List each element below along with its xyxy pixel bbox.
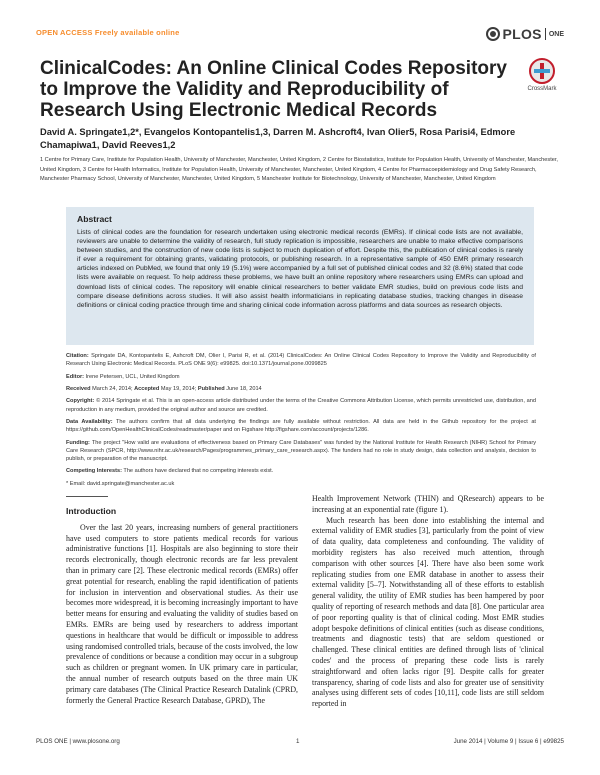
- published-label: Published: [197, 385, 225, 392]
- footer-issue: June 2014 | Volume 9 | Issue 6 | e99825: [453, 738, 564, 745]
- body-column-right: [312, 494, 544, 710]
- copyright-label: Copyright:: [66, 398, 95, 405]
- funding-text: The project "How valid are evaluations of effectiveness based on Primary Care Databases" was funded by the National Institute for Health Research (NIHR) School for Primary Care Research (SPCR, http://www.nihr.ac.uk/research/Pages/programmes_primary_care_research.aspx). The funders had no role in study design, data collection and analysis, decision to publish, or preparation of the manuscript.: [66, 439, 536, 462]
- accepted-date: May 19, 2014;: [160, 385, 197, 392]
- page-footer: [36, 738, 564, 750]
- intro-paragraph-2: Much research has been done into establishing the internal and external validity of EMR studies [3], particularly from the point of view of data quality, data completeness and confounding. The validity of morbidity registers has also received much attention, through comparison with other sources [4]. There have also been some work replicating studies from one EMR database in another to assess their external validity [5–7]. Notwithstanding all of these efforts to establish general validity, the utility of EMR studies has been hampered by poor quality of reporting of research methods and data [8]. One particular area of poor reporting quality is that of clinical coding. Most EMR studies adopt bespoke definitions of clinical entities (such as disease conditions, treatments and diagnostic tests) that are seldom questioned or challenged. These clinical entities are defined through lists of 'clinical codes' and the process of preparing these code lists is rarely straightforward and often lacks rigor [9]. Despite calls for greater transparency, sharing of code lists and also for greater use of sensitivity analyses using different sets of codes [10,11], code lists are still seldom reported in: [312, 515, 544, 709]
- article-title: ClinicalCodes: An Online Clinical Codes Repository to Improve the Validity and Reproducibility of Research Using Electronic Medical Records: [40, 58, 507, 121]
- copyright-text: © 2014 Springate et al. This is an open-access article distributed under the terms of the Creative Commons Attribution License, which permits unrestricted use, distribution, and reproduction in any medium, provided the original author and source are credited.: [66, 398, 536, 413]
- editor-label: Editor:: [66, 373, 85, 380]
- dates-line: [66, 385, 536, 393]
- plos-one-logo: [486, 24, 565, 44]
- citation-text: Springate DA, Kontopantelis E, Ashcroft DM, Olier I, Parisi R, et al. (2014) ClinicalCodes: An Online Clinical Codes Repository to Improve the Validity and Reproducibility of Research Using Electronic Medical Records. PLoS ONE 9(6): e99825. doi:10.1371/journal.pone.0099825: [66, 353, 536, 368]
- funding-label: Funding:: [66, 439, 90, 446]
- logo-divider: [545, 28, 546, 40]
- footer-page-number: 1: [296, 738, 300, 745]
- accepted-label: Accepted: [134, 385, 160, 392]
- section-divider: [66, 496, 108, 497]
- open-access-label: OPEN ACCESS: [36, 28, 93, 37]
- intro-paragraph-1: Over the last 20 years, increasing numbers of general practitioners have used computers to store patients medical records for various administrative functions [1]. Hospitals are also beginning to store their records electronically, though electronic records are far less prevalent than in primary care [2]. These electronic medical records (EMRs) offer great potential for research, enabling the rapid identification of patients for inclusion in intervention and observational studies. As their use becomes more widespread, it is becoming increasingly important to have better means for ensuring and evaluating the validity of studies based on EMRs. EMRs are being used by researchers to address important questions in healthcare that would be difficult or impossible to address using randomised controlled trials, because of the costs involved, the low prevalence of conditions or because a condition may occur in a subgroup such as children or pregnant women. In UK primary care in particular, the annual number of research outputs based on the three main UK primary care databases (The Clinical Practice Research Datalink (CPRD, formerly the General Practice Research Database, GPRD), The: [66, 522, 298, 705]
- funding-line: [66, 439, 536, 464]
- editor-text: Irene Petersen, UCL, United Kingdom: [85, 373, 180, 380]
- crossmark-badge[interactable]: [522, 58, 562, 104]
- received-date: March 24, 2014;: [92, 385, 133, 392]
- competing-interests-line: [66, 467, 536, 475]
- citation-line: [66, 352, 536, 368]
- published-date: June 18, 2014: [226, 385, 262, 392]
- author-list: David A. Springate1,2*, Evangelos Kontopantelis1,3, Darren M. Ashcroft4, Ivan Olier5, Rosa Parisi4, Edmore Chamapiwa1, David Reeves1,2: [40, 127, 516, 150]
- plos-wordmark: PLOS: [502, 26, 542, 42]
- crossmark-icon: [529, 58, 555, 84]
- footer-journal: PLOS ONE | www.plosone.org: [36, 738, 120, 745]
- editor-line: [66, 373, 536, 381]
- introduction-heading: Introduction: [66, 506, 117, 516]
- intro-paragraph-1-cont: Health Improvement Network (THIN) and QResearch) appears to be increasing at an exponential rate (figure 1).: [312, 494, 544, 514]
- abstract-text: Lists of clinical codes are the foundation for research undertaken using electronic medical records (EMRs). If clinical code lists are not available, reviewers are unable to determine the validity of research, full study replication is impossible, researchers are unable to make effective comparisons between studies, and the construction of new code lists is subject to much duplication of effort. Despite this, the publication of clinical codes is rarely if ever a requirement for obtaining grants, validating protocols, or publishing research. In a representative sample of 450 EMR primary research articles indexed on PubMed, we found that only 19 (5.1%) were accompanied by a full set of published clinical codes and 32 (8.6%) stated that code lists were available on request. To help address these problems, we have built an online repository where researchers using EMRs can upload and download lists of clinical codes. The repository will enable clinical researchers to better validate EMR studies, build on previous code lists and compare disease definitions across studies. It will also assist health informaticians in replicating database studies, tracking changes in disease definitions or clinical coding practice through time and sharing clinical code information across platforms and data sources as research objects.: [77, 229, 523, 309]
- competing-interests-text: The authors have declared that no competing interests exist.: [123, 468, 274, 475]
- freely-available-label: Freely available online: [94, 28, 180, 37]
- data-availability-label: Data Availability:: [66, 418, 113, 425]
- journal-header: [36, 24, 564, 46]
- affiliations: 1 Centre for Primary Care, Institute for Population Health, University of Manchester, Manchester, United Kingdom, 2 Centre for Biostatistics, Institute for Population Health, University of Manchester, Manchester, United Kingdom, 3 Centre for Health Informatics, Institute for Population Health, University of Manchester, Manchester, United Kingdom, 4 Centre for Pharmacoepidemiology and Drug Safety Research, Manchester Pharmacy School, University of Manchester, Manchester, United Kingdom, 5 Manchester Institute for Biotechnology, University of Manchester, Manchester, United Kingdom: [40, 157, 558, 182]
- abstract-box: [66, 207, 534, 345]
- competing-interests-label: Competing Interests:: [66, 468, 122, 475]
- crossmark-label: CrossMark: [527, 86, 557, 92]
- plos-one-wordmark: ONE: [548, 30, 564, 38]
- data-availability-text: The authors confirm that all data underlying the findings are fully available without restriction. All data are held in the Github repository for the project at https://github.com/OpenHealthClinicalCodes/readmaster/paper and on Figshare http://figshare.com/account/projects/1286.: [66, 418, 536, 434]
- data-availability-line: [66, 418, 536, 434]
- citation-label: Citation:: [66, 353, 89, 359]
- email-line: * Email: david.springate@manchester.ac.uk: [66, 480, 175, 487]
- article-metadata: [66, 352, 536, 492]
- open-access-banner: [36, 28, 179, 37]
- copyright-line: [66, 397, 536, 413]
- plos-logo-icon: [486, 27, 500, 41]
- body-column-left: [66, 506, 298, 706]
- abstract-heading: Abstract: [77, 214, 112, 224]
- received-label: Received: [66, 385, 91, 392]
